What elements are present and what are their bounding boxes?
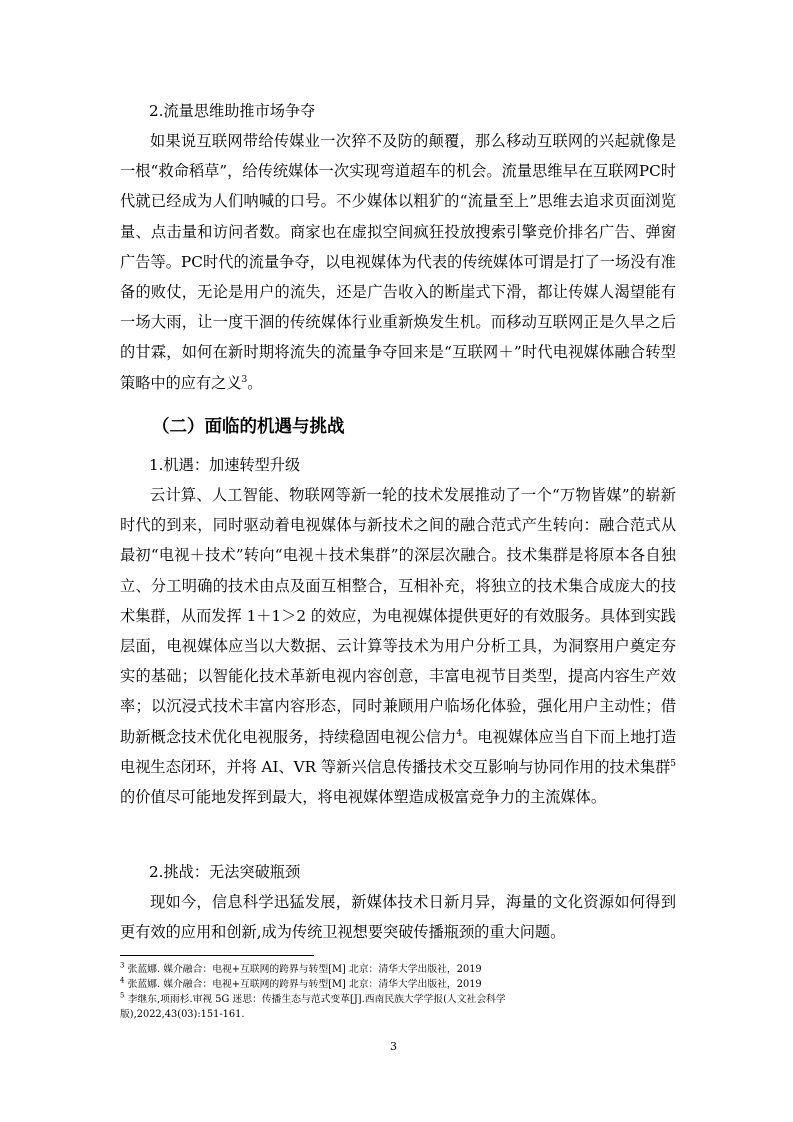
page-number: 3 [390, 1040, 397, 1053]
subsection-title: 2.流量思维助推市场争夺 [149, 102, 316, 120]
footnote-separator [120, 955, 314, 956]
paragraph: 现如今，信息科学迅猛发展，新媒体技术日新月异，海量的文化资源如何得到更有效的应用和创新,成为传统卫视想要突破传播瓶颈的重大问题。 [120, 893, 676, 942]
footnote: $^4$ 张蓝娜. 媒介融合：电视+互联网的跨界与转型[M] 北京：清华大学出版社，2019 [120, 976, 482, 990]
footnote-ref[interactable]: 5 [670, 758, 676, 769]
footnote-mark: 3 [120, 961, 125, 970]
subsection-title: 2.挑战：无法突破瓶颈 [149, 863, 301, 881]
footnote: $^3$ 张蓝娜. 媒介融合：电视+互联网的跨界与转型[M] 北京：清华大学出版社，2019 [120, 961, 482, 975]
footnote-mark: 5 [120, 991, 125, 1000]
paragraph: 如果说互联网带给传媒业一次猝不及防的颠覆，那么移动互联网的兴起就像是一根“救命稻草”，给传统媒体一次实现弯道超车的机会。流量思维早在互联网PC时代就已经成为人们呐喊的口号。不少媒体以粗犷的“流量至上”思维去追求页面浏览量、点击量和访问者数。商家也在虚拟空间疯狂投放搜索引擎竞价排名广告、弹窗广告等。PC时代的流量争夺，以电视媒体为代表的传统媒体可谓是打了一场没有准备的败仗，无论是用户的流失，还是广告收入的断崖式下滑，都让传媒人渴望能有一场大雨，让一度干涸的传统媒体行业重新焕发生机。而移动互联网正是久旱之后的甘霖，如何在新时期将流失的流量争夺回来是“互联网＋”时代电视媒体融合转型策略中的应有之义$^3$。 [120, 132, 676, 392]
subsection-title: 1.机遇：加速转型升级 [149, 456, 301, 474]
footnote: $^5$ 李继东,项雨杉.审视 5G 迷思：传播生态与范式变革[J].西南民族大学学报(人文社会科学版),2022,43(03):151-161. [120, 991, 506, 1020]
section-heading: （二）面临的机遇与挑战 [152, 417, 345, 437]
footnote-ref[interactable]: 4 [456, 728, 463, 739]
footnote-ref[interactable]: 3 [241, 374, 248, 385]
paragraph: 云计算、人工智能、物联网等新一轮的技术发展推动了一个“万物皆媒”的崭新时代的到来，同时驱动着电视媒体与新技术之间的融合范式产生转向：融合范式从最初“电视＋技术”转向“电视＋技术集群”的深层次融合。技术集群是将原本各自独立、分工明确的技术由点及面互相整合，互相补充，将独立的技术集合成庞大的技术集群，从而发挥 1＋1＞2 的效应，为电视媒体提供更好的有效服务。具体到实践层面，电视媒体应当以大数据、云计算等技术为用户分析工具，为洞察用户奠定夯实的基础；以智能化技术革新电视内容创意，丰富电视节目类型，提高内容生产效率；以沉浸式技术丰富内容形态，同时兼顾用户临场化体验，强化用户主动性；借助新概念技术优化电视服务，持续稳固电视公信力$^4$。电视媒体应当自下而上地打造电视生态闭环，并将 AI、VR 等新兴信息传播技术交互影响与协同作用的技术集群$^5$的价值尽可能地发挥到最大，将电视媒体塑造成极富竞争力的主流媒体。 [120, 486, 677, 807]
footnote-mark: 4 [120, 976, 125, 985]
